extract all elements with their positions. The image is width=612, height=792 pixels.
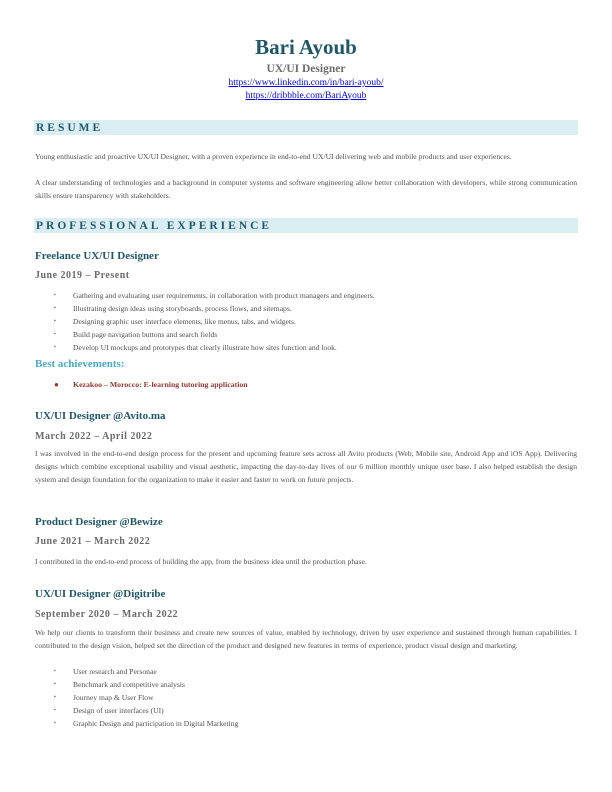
achievement-text: Kezakoo – Morocco: E-learning tutoring application [73, 380, 248, 389]
bullet-icon: ● [54, 380, 59, 389]
job-dates-bewize: June 2021 – March 2022 [35, 536, 151, 547]
list-item: ▪ Designing graphic user interface elements, like menus, tabs, and widgets. [54, 315, 375, 328]
list-item: ▪ Build page navigation buttons and search fields [54, 328, 375, 341]
achievements-heading: Best achievements: [35, 358, 125, 370]
job-title-digitribe: UX/UI Designer @Digitribe [35, 588, 166, 600]
header [0, 34, 612, 102]
job-title-bewize: Product Designer @Bewize [35, 516, 163, 528]
experience-heading-text: PROFESSIONAL EXPERIENCE [36, 220, 273, 232]
job-dates-avito: March 2022 – April 2022 [35, 431, 153, 442]
avito-description: I was involved in the end-to-end design process for the present and upcoming feature sets across all Avito products (Web, Mobile site, Android App and iOS App). Delivering designs which combine exceptional usability and visual aesthetic, impacting the day-to-day lives of our 6 million monthly unique user base. I also helped establish the design system and design foundation for the organization to make it easier and faster to work on future projects. [35, 449, 577, 484]
list-item: ▪ Benchmark and competitive analysis [54, 678, 238, 691]
dribbble-link[interactable]: https://dribbble.com/BariAyoub [245, 90, 367, 101]
summary-paragraph-2: A clear understanding of technologies and a background in computer systems and software engineering allow better collaboration with developers, while strong communication skills ensure transparency with stakeholders. [35, 178, 577, 200]
bewize-description: I contributed in the end-to-end process of building the app, from the business idea until the production phase. [35, 557, 367, 566]
job-title-avito: UX/UI Designer @Avito.ma [35, 410, 166, 422]
list-item: ▪ Develop UI mockups and prototypes that clearly illustrate how sites function and look. [54, 341, 375, 354]
list-item: ▪ Journey map & User Flow [54, 691, 238, 704]
digitribe-skills-list [54, 665, 238, 730]
digitribe-description: We help our clients to transform their business and create new sources of value, enabled by technology, driven by user experience and sustained through human capabilities. I contributed to the design vision, helped set the direction of the product and designed new features in terms of experience, product visual design and marketing. [35, 628, 577, 650]
freelance-duties-list [54, 289, 375, 354]
job-dates-freelance: June 2019 – Present [35, 270, 130, 281]
achievement-item [54, 379, 248, 391]
job-dates-digitribe: September 2020 – March 2022 [35, 609, 179, 620]
resume-section-heading [34, 120, 578, 135]
summary-paragraph-1: Young enthusiastic and proactive UX/UI Designer, with a proven experience in end-to-end UX/UI delivering web and mobile products and user experiences. [35, 152, 512, 161]
person-name: Bari Ayoub [255, 35, 357, 59]
experience-section-heading [34, 218, 578, 233]
list-item: ▪ Illustrating design ideas using storyboards, process flows, and sitemaps. [54, 302, 375, 315]
list-item: ▪ Design of user interfaces (UI) [54, 704, 238, 717]
list-item: ▪ Graphic Design and participation in Digital Marketing [54, 717, 238, 730]
list-item: ▪ Gathering and evaluating user requirements, in collaboration with product managers and engineers. [54, 289, 375, 302]
linkedin-link[interactable]: https://www.linkedin.com/in/bari-ayoub/ [228, 78, 384, 88]
list-item: ▪ User research and Personae [54, 665, 238, 678]
job-title-freelance: Freelance UX/UI Designer [35, 250, 159, 262]
job-role: UX/UI Designer [266, 63, 346, 75]
resume-heading-text: RESUME [36, 122, 104, 134]
